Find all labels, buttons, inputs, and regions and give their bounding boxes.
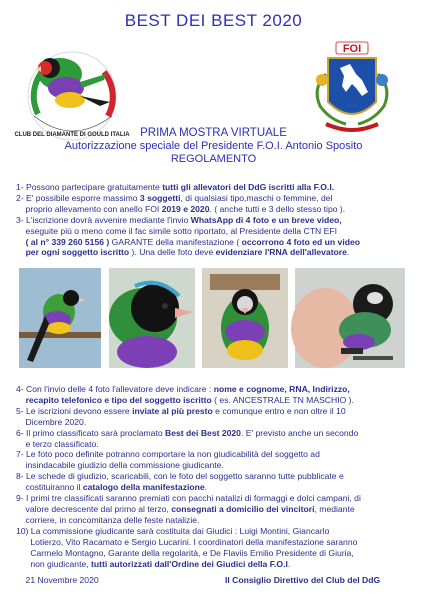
rule-text-bold: occorrono 4 foto ed un video — [241, 236, 360, 247]
rule-text: ). Una delle foto deve — [129, 247, 216, 258]
rule-line — [16, 395, 412, 406]
rule-text: 1- Possono partecipare gratuitamente — [16, 182, 163, 192]
rules-list-part1 — [16, 182, 412, 258]
rule-line — [16, 204, 412, 215]
rule-text: 4- Con l'invio delle 4 foto l'allevatore deve indicare : — [16, 384, 214, 394]
rule-text: 7- Le foto poco definite potranno comportare la non giudicabilità del soggetto ad — [16, 449, 320, 460]
rule-line — [16, 417, 412, 428]
rule-text: . — [346, 247, 350, 258]
rule-line — [16, 548, 412, 559]
gouldian-finch-head-profile-photo — [109, 268, 195, 368]
rule-line — [16, 247, 412, 258]
subhead-authorization: Autorizzazione speciale del Presidente F.O.I. Antonio Sposito — [64, 140, 363, 152]
rule-text: 8- Le schede di giudizio, scaricabili, con le foto del soggetto saranno tutte pubblicate e — [16, 471, 344, 482]
svg-text:CLUB DEL DIAMANTE DI GOULD ITA: CLUB DEL DIAMANTE DI GOULD ITALIA — [14, 132, 130, 138]
rule-text-bold: nome e cognome, RNA, Indirizzo, — [213, 384, 350, 394]
rule-text-bold: evidenziare l'RNA dell'allevatore — [215, 247, 347, 258]
gouldian-finch-front-photo — [202, 268, 288, 368]
rule-text-bold: catalogo della manifestazione — [82, 482, 205, 493]
rule-text: 3- L'iscrizione dovrà avvenire mediante l'invio — [16, 214, 191, 225]
rule-text: GARANTE della manifestazione ( — [109, 236, 242, 247]
rule-text-bold: per ogni soggetto iscritto — [25, 247, 130, 258]
rule-text: 2- E' possibile esporre massimo — [16, 192, 140, 203]
subhead-title: PRIMA MOSTRA VIRTUALE — [140, 127, 287, 139]
rule-text-bold: 2019 e 2020 — [161, 203, 210, 214]
rule-text-bold: inviate al più presto — [132, 405, 213, 416]
rule-text: . — [287, 558, 291, 569]
rule-text — [16, 395, 26, 405]
rule-text-bold: recapito telefonico e tipo del soggetto iscritto — [25, 394, 212, 405]
rule-text: Dicembre 2020. — [16, 416, 87, 427]
rule-line — [16, 182, 412, 193]
rule-text: 6- Il primo classificato sarà proclamato — [16, 427, 166, 438]
svg-text:FOI: FOI — [342, 43, 362, 55]
gouldian-finch-ring-rna-photo — [295, 268, 405, 368]
rule-text: . ( anche tutti e 3 dello stesso tipo ). — [209, 203, 346, 214]
rule-text: proprio allevamento con anello FOI — [16, 203, 162, 214]
rule-text: corriere, in concomitanza delle feste natalizie. — [16, 514, 200, 525]
rule-text-bold: tutti autorizzati dall'Ordine dei Giudici della F.O.I — [91, 558, 288, 569]
rule-text: , mediante — [314, 503, 355, 514]
rule-text-bold: consegnati a domicilio dei vincitori — [171, 503, 315, 514]
rule-text: 5- Le iscrizioni devono essere — [16, 405, 133, 416]
rule-text: 10) La commissione giudicante sarà costituita dai Giudici : Luigi Montini, Giancarlo — [16, 525, 330, 536]
gouldian-finch-full-body-photo — [19, 268, 101, 368]
rule-line — [16, 482, 412, 493]
rule-text: , di qualsiasi tipo,maschi o femmine, del — [180, 192, 333, 203]
page-title: BEST DEI BEST 2020 — [124, 11, 303, 30]
rule-text: ( es. ANCESTRALE TN MASCHIO ). — [211, 394, 354, 405]
rule-text-bold: Best dei Best 2020 — [165, 427, 241, 438]
footer-signature: Il Consiglio Direttivo del Club del DdG — [225, 575, 381, 585]
rule-text: eseguite più o meno come il fac simile sotto riportato, al Presidente della CTN EFI — [16, 225, 337, 236]
rule-line — [16, 215, 412, 226]
footer-date: 21 Novembre 2020 — [16, 575, 99, 585]
rule-text-bold: ( al n° 339 260 5156 ) — [25, 236, 110, 247]
rules-list-part2 — [16, 384, 412, 569]
photo-strip — [0, 268, 427, 378]
rule-line — [16, 439, 412, 450]
rule-text: e comunque entro e non oltre il 10 — [212, 405, 346, 416]
subheading-block — [0, 127, 427, 166]
footer — [16, 575, 412, 585]
rule-text-bold: WhatsApp di 4 foto e un breve video, — [190, 214, 342, 225]
rule-text: non giudicante, — [16, 558, 92, 569]
rule-text: 9- I primi tre classificati saranno premiati con pacchi natalizi di formaggi e dolci campani, di — [16, 493, 361, 504]
rule-text: . — [204, 482, 208, 493]
rule-text — [16, 237, 26, 247]
rule-line — [16, 449, 412, 460]
rule-line — [16, 559, 412, 570]
rule-line — [16, 384, 412, 395]
subhead-regolamento: REGOLAMENTO — [170, 153, 257, 165]
rule-line — [16, 526, 412, 537]
rule-text: valore decrescente dal primo al terzo, — [16, 503, 172, 514]
rule-text: e terzo classificato. — [16, 438, 99, 449]
rule-line — [16, 193, 412, 204]
rule-line — [16, 537, 412, 548]
rule-text — [16, 247, 26, 257]
rule-text-bold: tutti gli allevatori del DdG iscritti alla F.O.I. — [162, 182, 335, 192]
rule-line — [16, 460, 412, 471]
foi-crest-logo — [306, 40, 398, 140]
rule-text: costituiranno il — [16, 482, 83, 493]
rule-text: Lotierzo, Vito Racamato e Sergio Lucarini. I coordinatori della manifestazione saranno — [16, 536, 358, 547]
rule-text: . E' previsto anche un secondo — [240, 427, 359, 438]
rule-text: insindacabile giudizio della commissione giudicante. — [16, 460, 224, 471]
rule-line — [16, 493, 412, 504]
rule-line — [16, 226, 412, 237]
rule-line — [16, 428, 412, 439]
rule-text-bold: 3 soggetti — [139, 192, 181, 203]
rule-line — [16, 406, 412, 417]
rule-text: Carmelo Montagno, Garante della regolarità, e De Flaviis Emilio Presidente di Giuria, — [16, 547, 354, 558]
rule-line — [16, 471, 412, 482]
rule-line — [16, 515, 412, 526]
rule-line — [16, 237, 412, 248]
rule-line — [16, 504, 412, 515]
